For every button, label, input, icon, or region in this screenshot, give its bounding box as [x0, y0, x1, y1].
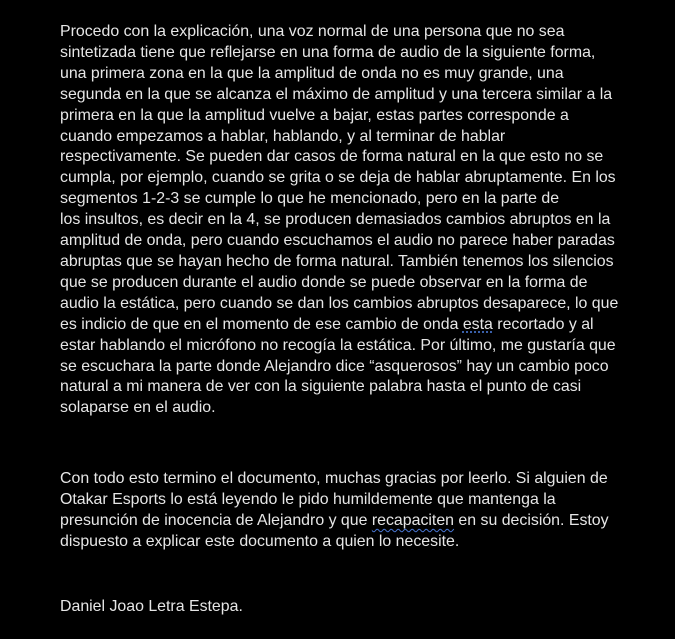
signature-name: Daniel Joao Letra Estepa. [60, 598, 243, 615]
signature [60, 597, 640, 618]
text-line: audio la estática, pero cuando se dan los cambios abruptos desaparece, lo que [60, 294, 619, 312]
text-line: abruptas que se hayan hecho de forma natural. También tenemos los silencios [60, 252, 614, 270]
text-line: primera en la que la amplitud vuelve a bajar, estas partes corresponde a [60, 106, 569, 124]
spellcheck-flagged-word[interactable]: recapaciten [371, 511, 455, 529]
grammar-flagged-word[interactable]: esta [462, 315, 493, 333]
text-line: solaparse en el audio. [60, 399, 216, 417]
text-line: cuando empezamos a hablar, hablando, y al terminar de hablar [60, 127, 506, 145]
text-segment: en su decisión. Estoy [454, 511, 609, 529]
text-segment: recortado y al [492, 315, 594, 333]
text-line: Con todo esto termino el documento, muchas gracias por leerlo. Si alguien de [60, 470, 608, 487]
text-segment: presunción de inocencia de Alejandro y que [60, 511, 372, 529]
text-line: los insultos, es decir en la 4, se producen demasiados cambios abruptos en la [60, 211, 611, 229]
text-line [60, 511, 640, 532]
text-line [60, 315, 640, 336]
text-line: segmentos 1-2-3 se cumple lo que he mencionado, pero en la parte de [60, 190, 560, 208]
text-line: amplitud de onda, pero cuando escuchamos el audio no parece haber paradas [60, 232, 615, 250]
text-line: Otakar Esports lo está leyendo le pido humildemente que mantenga la [60, 490, 556, 508]
text-line: sintetizada tiene que reflejarse en una forma de audio de la siguiente forma, [60, 43, 596, 61]
text-line: que se producen durante el audio donde se puede observar en la forma de [60, 273, 588, 291]
text-line: se escuchara la parte donde Alejandro dice “asquerosos” hay un cambio poco [60, 357, 609, 375]
text-line: segunda en la que se alcanza el máximo de amplitud y una tercera similar a la [60, 85, 613, 103]
text-line: natural a mi manera de ver con la siguiente palabra hasta el punto de casi [60, 378, 582, 396]
paragraph-explanation [60, 22, 640, 419]
paragraph-closing [60, 469, 640, 553]
text-line: dispuesto a explicar este documento a quien lo necesite. [60, 532, 460, 550]
text-line: una primera zona en la que la amplitud de onda no es muy grande, una [60, 64, 564, 82]
text-line: respectivamente. Se pueden dar casos de forma natural en la que esto no se [60, 148, 604, 166]
text-line: Procedo con la explicación, una voz normal de una persona que no sea [60, 23, 565, 40]
text-segment: es indicio de que en el momento de ese cambio de onda [60, 315, 463, 333]
text-line: cumpla, por ejemplo, cuando se grita o se deja de hablar abruptamente. En los [60, 169, 616, 187]
text-line: estar hablando el micrófono no recogía la estática. Por último, me gustaría que [60, 336, 616, 354]
